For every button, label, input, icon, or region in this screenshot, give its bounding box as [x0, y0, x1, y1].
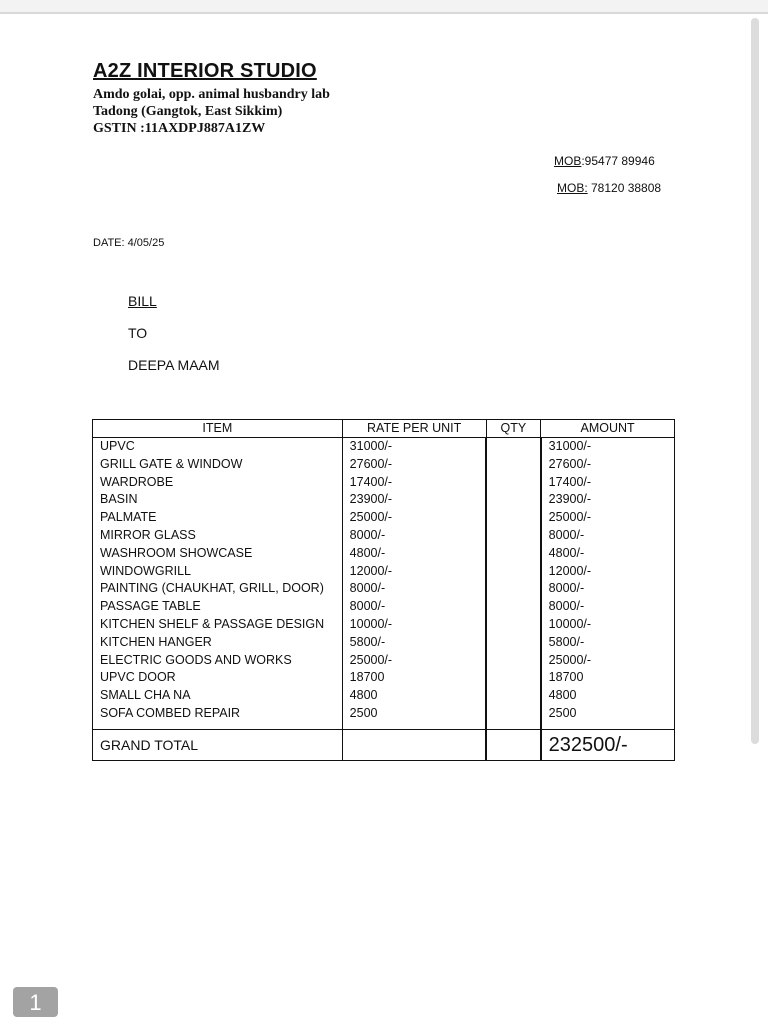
company-address-line1: Amdo golai, opp. animal husbandry lab [93, 87, 330, 102]
row-amount: 2500 [541, 705, 675, 723]
table-row [93, 474, 675, 492]
row-item: UPVC DOOR [93, 669, 343, 687]
company-address-line2: Tadong (Gangtok, East Sikkim) [93, 104, 283, 119]
table-row [93, 705, 675, 723]
row-qty [486, 669, 541, 687]
table-row [93, 509, 675, 527]
mobile-number-2 [557, 181, 661, 195]
row-qty [486, 563, 541, 581]
table-row [93, 438, 675, 456]
table-row [93, 669, 675, 687]
row-qty [486, 598, 541, 616]
row-amount: 4800 [541, 687, 675, 705]
row-amount: 5800/- [541, 634, 675, 652]
row-rate: 2500 [342, 705, 486, 723]
viewer-top-bar [0, 0, 768, 14]
row-item: UPVC [93, 438, 343, 456]
row-amount: 8000/- [541, 580, 675, 598]
table-row [93, 563, 675, 581]
row-rate: 17400/- [342, 474, 486, 492]
row-item: GRILL GATE & WINDOW [93, 456, 343, 474]
company-gstin: GSTIN :11AXDPJ887A1ZW [93, 121, 266, 136]
row-rate: 27600/- [342, 456, 486, 474]
row-amount: 8000/- [541, 527, 675, 545]
row-qty [486, 545, 541, 563]
mobile-label-2: MOB: [557, 181, 588, 195]
row-item: KITCHEN HANGER [93, 634, 343, 652]
grand-total-label: GRAND TOTAL [93, 729, 343, 760]
row-qty [486, 456, 541, 474]
grand-total-qty-empty [486, 729, 541, 760]
row-rate: 5800/- [342, 634, 486, 652]
header-qty: QTY [486, 420, 541, 438]
invoice-table [92, 419, 675, 761]
row-item: PASSAGE TABLE [93, 598, 343, 616]
row-rate: 12000/- [342, 563, 486, 581]
row-rate: 8000/- [342, 580, 486, 598]
row-item: WASHROOM SHOWCASE [93, 545, 343, 563]
bill-to-label: BILL [128, 293, 157, 309]
row-item: SMALL CHA NA [93, 687, 343, 705]
row-qty [486, 705, 541, 723]
row-qty [486, 474, 541, 492]
row-rate: 10000/- [342, 616, 486, 634]
header-item: ITEM [93, 420, 343, 438]
row-amount: 25000/- [541, 509, 675, 527]
row-item: PALMATE [93, 509, 343, 527]
row-qty [486, 509, 541, 527]
row-item: MIRROR GLASS [93, 527, 343, 545]
row-qty [486, 652, 541, 670]
row-item: SOFA COMBED REPAIR [93, 705, 343, 723]
row-item: BASIN [93, 491, 343, 509]
customer-name: DEEPA MAAM [128, 357, 220, 373]
header-rate: RATE PER UNIT [342, 420, 486, 438]
row-rate: 25000/- [342, 509, 486, 527]
row-amount: 17400/- [541, 474, 675, 492]
page-number-badge[interactable]: 1 [13, 987, 58, 1017]
row-rate: 31000/- [342, 438, 486, 456]
mobile-number-1 [554, 154, 655, 168]
grand-total-rate-empty [342, 729, 486, 760]
header-amount: AMOUNT [541, 420, 675, 438]
mobile-value-2: 78120 38808 [587, 181, 662, 195]
row-rate: 8000/- [342, 598, 486, 616]
table-row [93, 598, 675, 616]
mobile-label-1: MOB [554, 154, 582, 168]
table-row [93, 580, 675, 598]
row-amount: 8000/- [541, 598, 675, 616]
row-item: ELECTRIC GOODS AND WORKS [93, 652, 343, 670]
table-row [93, 652, 675, 670]
table-row [93, 687, 675, 705]
row-qty [486, 580, 541, 598]
table-row [93, 491, 675, 509]
row-amount: 23900/- [541, 491, 675, 509]
grand-total-row [93, 729, 675, 760]
grand-total-value: 232500/- [541, 729, 675, 760]
scrollbar[interactable] [751, 18, 759, 744]
row-rate: 8000/- [342, 527, 486, 545]
row-amount: 12000/- [541, 563, 675, 581]
row-amount: 25000/- [541, 652, 675, 670]
row-rate: 4800 [342, 687, 486, 705]
company-name: A2Z INTERIOR STUDIO [93, 60, 317, 82]
row-qty [486, 491, 541, 509]
row-item: PAINTING (CHAUKHAT, GRILL, DOOR) [93, 580, 343, 598]
row-amount: 18700 [541, 669, 675, 687]
row-rate: 4800/- [342, 545, 486, 563]
invoice-date: DATE: 4/05/25 [93, 237, 165, 249]
bill-to-to: TO [128, 325, 148, 341]
row-item: KITCHEN SHELF & PASSAGE DESIGN [93, 616, 343, 634]
row-qty [486, 438, 541, 456]
table-row [93, 456, 675, 474]
row-item: WARDROBE [93, 474, 343, 492]
row-qty [486, 527, 541, 545]
table-row [93, 634, 675, 652]
table-row [93, 616, 675, 634]
table-row [93, 527, 675, 545]
row-rate: 23900/- [342, 491, 486, 509]
row-amount: 4800/- [541, 545, 675, 563]
row-amount: 31000/- [541, 438, 675, 456]
mobile-value-1: :95477 89946 [581, 154, 655, 168]
row-rate: 25000/- [342, 652, 486, 670]
table-header [93, 420, 675, 438]
row-amount: 10000/- [541, 616, 675, 634]
row-item: WINDOWGRILL [93, 563, 343, 581]
table-row [93, 545, 675, 563]
row-rate: 18700 [342, 669, 486, 687]
row-qty [486, 616, 541, 634]
row-qty [486, 687, 541, 705]
row-qty [486, 634, 541, 652]
row-amount: 27600/- [541, 456, 675, 474]
